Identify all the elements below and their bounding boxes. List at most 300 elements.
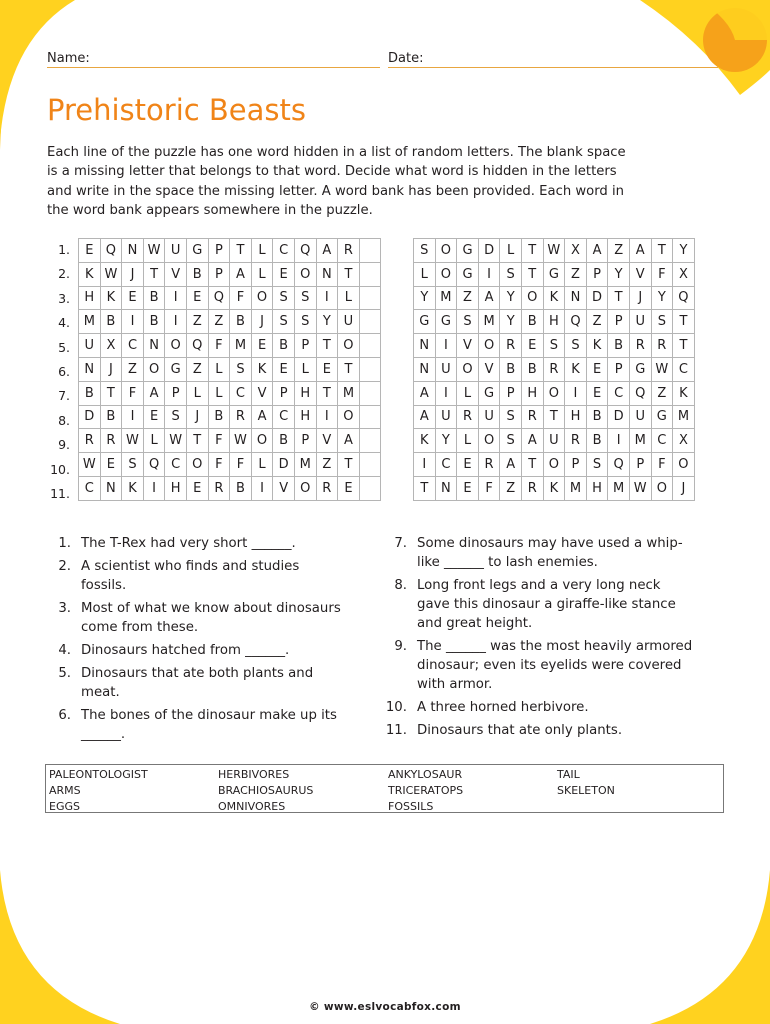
clue-number: 4. [58,643,71,658]
word-bank-word: ARMS [49,784,81,797]
letter-cell: Q [294,239,316,263]
name-line[interactable] [47,67,380,68]
footer-url: © www.eslvocabfox.com [309,1001,461,1013]
letter-cell: G [435,310,457,334]
row-number: 4. [58,315,70,331]
letter-cell: L [251,262,273,286]
date-line[interactable] [388,67,718,68]
blank-cell[interactable] [359,476,381,500]
letter-cell: D [586,286,608,310]
letter-cell: N [565,286,587,310]
letter-cell: E [122,286,144,310]
grid-row [414,334,695,358]
letter-cell: I [122,310,144,334]
letter-cell: J [100,357,122,381]
letter-cell: A [478,286,500,310]
letter-cell: A [251,405,273,429]
letter-cell: R [230,405,252,429]
letter-cell: C [608,381,630,405]
row-number: 9. [58,437,70,453]
letter-cell: C [230,381,252,405]
clue-text: Dinosaurs that ate only plants. [417,723,623,738]
letter-cell: T [100,381,122,405]
blank-cell[interactable] [359,239,381,263]
letter-cell: F [651,453,673,477]
letter-cell: V [316,429,338,453]
letter-cell: B [79,381,101,405]
clue-number: 9. [394,639,407,654]
letter-cell: P [608,310,630,334]
letter-cell: P [294,334,316,358]
letter-cell: B [608,334,630,358]
letter-cell: A [230,262,252,286]
grid-row [414,476,695,500]
letter-cell: F [230,453,252,477]
letter-cell: L [338,286,360,310]
letter-cell: U [543,429,565,453]
letter-cell: O [294,262,316,286]
letter-cell: G [629,357,651,381]
letter-cell: E [79,239,101,263]
letter-cell: C [273,239,295,263]
letter-cell: T [521,262,543,286]
word-bank-column [388,767,463,815]
letter-cell: R [208,476,230,500]
letter-cell: R [565,429,587,453]
letter-cell: Z [608,239,630,263]
clue-text: Dinosaurs that ate both plants and meat. [81,666,314,700]
letter-cell: F [651,262,673,286]
letter-cell: J [122,262,144,286]
letter-cell: A [338,429,360,453]
letter-cell: B [586,405,608,429]
clue-number: 3. [58,601,71,616]
letter-cell: B [230,476,252,500]
blank-cell[interactable] [359,262,381,286]
letter-cell: E [186,476,208,500]
letter-cell: R [500,334,522,358]
blank-cell[interactable] [359,357,381,381]
letter-cell: B [273,429,295,453]
letter-cell: I [165,310,187,334]
letter-cell: I [414,453,436,477]
letter-cell: L [500,239,522,263]
row-numbers [40,238,70,506]
letter-cell: Y [435,429,457,453]
letter-cell: B [143,310,165,334]
letter-cell: Z [457,286,479,310]
grid-row [414,357,695,381]
letter-cell: S [230,357,252,381]
blank-cell[interactable] [359,334,381,358]
letter-cell: E [316,357,338,381]
letter-cell: W [543,239,565,263]
letter-cell: T [608,286,630,310]
letter-cell: S [273,286,295,310]
letter-cell: G [478,381,500,405]
letter-cell: Q [186,334,208,358]
letter-cell: K [543,286,565,310]
letter-cell: R [338,239,360,263]
letter-cell: A [629,239,651,263]
letter-cell: X [673,262,695,286]
letter-cell: H [521,381,543,405]
grid-row [79,262,381,286]
letter-cell: D [608,405,630,429]
grid-row [414,453,695,477]
letter-cell: T [338,453,360,477]
letter-cell: T [673,310,695,334]
letter-cell: B [100,310,122,334]
letter-cell: T [673,334,695,358]
word-bank-word: PALEONTOLOGIST [49,768,148,781]
letter-cell: R [651,334,673,358]
letter-cell: N [143,334,165,358]
letter-cell: H [586,476,608,500]
grid-row [79,357,381,381]
letter-cell: E [338,476,360,500]
letter-cell: I [316,405,338,429]
instructions: Each line of the puzzle has one word hidden in a list of random letters. The blank space is a missing letter that belongs to that word. Decide what word is hidden in the letters and write in the space the missing letter. A word bank has been provided. Each word in the word bank appears somewhere in the puzzle. [47,145,626,219]
letter-cell: S [457,310,479,334]
letter-cell: M [629,429,651,453]
letter-cell: U [629,405,651,429]
grid-row [414,262,695,286]
clue-item [47,599,347,637]
letter-cell: U [435,357,457,381]
letter-cell: P [294,429,316,453]
letter-cell: E [586,381,608,405]
letter-cell: K [543,476,565,500]
clue-number: 2. [58,559,71,574]
letter-cell: Y [414,286,436,310]
letter-cell: M [565,476,587,500]
letter-cell: C [651,429,673,453]
letter-cell: M [478,310,500,334]
letter-cell: L [251,453,273,477]
letter-cell: N [435,476,457,500]
letter-cell: A [521,429,543,453]
letter-cell: T [521,453,543,477]
letter-cell: Y [500,286,522,310]
letter-cell: B [586,429,608,453]
letter-cell: L [143,429,165,453]
letter-cell: H [294,381,316,405]
letter-cell: U [79,334,101,358]
blank-cell[interactable] [359,405,381,429]
letter-cell: V [273,476,295,500]
letter-cell: O [251,286,273,310]
clue-number: 8. [394,578,407,593]
clue-text: Dinosaurs hatched from ______. [81,643,290,658]
letter-cell: Q [143,453,165,477]
letter-cell: R [521,476,543,500]
letter-cell: Q [565,310,587,334]
grid-row [414,286,695,310]
letter-cell: H [165,476,187,500]
letter-cell: K [251,357,273,381]
letter-cell: K [565,357,587,381]
letter-cell: Z [186,310,208,334]
clue-text: The bones of the dinosaur make up its ______. [81,708,337,742]
letter-cell: R [79,429,101,453]
clue-text: The T-Rex had very short ______. [81,536,296,551]
letter-cell: C [435,453,457,477]
letter-cell: D [79,405,101,429]
letter-cell: E [143,405,165,429]
letter-cell: U [165,239,187,263]
letter-cell: N [414,357,436,381]
letter-cell: A [316,239,338,263]
letter-cell: I [478,262,500,286]
letter-cell: A [414,381,436,405]
letter-cell: S [500,262,522,286]
row-number: 3. [58,290,70,306]
letter-cell: E [457,476,479,500]
letter-cell: S [294,310,316,334]
clue-text: A scientist who finds and studies fossils. [81,559,300,593]
letter-cell: Y [673,239,695,263]
letter-cell: O [294,476,316,500]
clue-item [47,534,347,553]
letter-cell: B [521,310,543,334]
letter-cell: J [673,476,695,500]
clue-number: 7. [394,536,407,551]
letter-cell: E [457,453,479,477]
clue-item [47,706,347,744]
letter-cell: R [457,405,479,429]
letter-cell: K [586,334,608,358]
letter-cell: P [565,453,587,477]
row-number: 10. [50,461,70,477]
grid-row [79,429,381,453]
letter-cell: O [543,453,565,477]
letter-cell: E [273,357,295,381]
letter-cell: T [338,262,360,286]
clue-number: 6. [58,708,71,723]
puzzle-grid-left [78,238,381,501]
letter-cell: I [608,429,630,453]
letter-cell: B [143,286,165,310]
letter-cell: A [143,381,165,405]
letter-cell: W [143,239,165,263]
letter-cell: C [122,334,144,358]
word-bank-word: HERBIVORES [218,768,290,781]
letter-cell: E [186,286,208,310]
letter-cell: H [294,405,316,429]
word-bank-column [557,767,615,799]
clue-item [383,721,693,740]
letter-cell: J [251,310,273,334]
letter-cell: T [143,262,165,286]
grid-row [414,405,695,429]
row-number: 8. [58,412,70,428]
word-bank-column [49,767,148,815]
grid-row [414,381,695,405]
letter-cell: G [186,239,208,263]
letter-cell: T [521,239,543,263]
clue-item [383,576,693,633]
blank-cell[interactable] [359,381,381,405]
letter-cell: G [414,310,436,334]
letter-cell: Y [500,310,522,334]
letter-cell: Q [673,286,695,310]
letter-cell: Z [208,310,230,334]
puzzle-grid-right [413,238,695,501]
letter-cell: G [457,262,479,286]
letter-cell: Q [629,381,651,405]
letter-cell: V [165,262,187,286]
letter-cell: X [565,239,587,263]
letter-cell: F [478,476,500,500]
letter-cell: I [316,286,338,310]
clue-number: 1. [58,536,71,551]
letter-cell: T [230,239,252,263]
letter-cell: Z [586,310,608,334]
letter-cell: O [673,453,695,477]
letter-cell: L [457,381,479,405]
letter-cell: L [208,381,230,405]
letter-cell: B [273,334,295,358]
row-number: 7. [58,388,70,404]
name-label: Name: [47,51,90,66]
letter-cell: U [435,405,457,429]
letter-cell: S [565,334,587,358]
word-bank-word: SKELETON [557,784,615,797]
letter-cell: G [651,405,673,429]
letter-cell: E [251,334,273,358]
letter-cell: W [79,453,101,477]
letter-cell: X [100,334,122,358]
clue-number: 5. [58,666,71,681]
letter-cell: Y [608,262,630,286]
clue-text: The ______ was the most heavily armored dinosaur; even its eyelids were covered with armor. [417,639,693,692]
row-number: 2. [58,266,70,282]
letter-cell: C [673,357,695,381]
letter-cell: M [230,334,252,358]
letter-cell: F [208,334,230,358]
letter-cell: N [414,334,436,358]
letter-cell: P [586,262,608,286]
letter-cell: F [122,381,144,405]
letter-cell: V [251,381,273,405]
clue-item [383,698,693,717]
letter-cell: T [414,476,436,500]
letter-cell: P [273,381,295,405]
word-bank-word: FOSSILS [388,800,434,813]
letter-cell: D [273,453,295,477]
letter-cell: R [100,429,122,453]
blank-cell[interactable] [359,453,381,477]
letter-cell: S [543,334,565,358]
letter-cell: T [316,334,338,358]
word-bank-word: TAIL [557,768,580,781]
letter-cell: F [230,286,252,310]
letter-cell: M [338,381,360,405]
letter-cell: X [673,429,695,453]
grid-row [414,239,695,263]
letter-cell: O [338,405,360,429]
letter-cell: S [273,310,295,334]
clue-item [47,664,347,702]
letter-cell: R [316,476,338,500]
letter-cell: S [651,310,673,334]
blank-cell[interactable] [359,429,381,453]
letter-cell: B [500,357,522,381]
letter-cell: N [79,357,101,381]
grid-row [79,405,381,429]
blank-cell[interactable] [359,310,381,334]
letter-cell: O [186,453,208,477]
letter-cell: T [316,381,338,405]
letter-cell: O [457,357,479,381]
letter-cell: M [608,476,630,500]
letter-cell: S [500,405,522,429]
letter-cell: R [543,357,565,381]
letter-cell: D [478,239,500,263]
letter-cell: I [251,476,273,500]
letter-cell: I [143,476,165,500]
letter-cell: L [414,262,436,286]
letter-cell: Z [565,262,587,286]
clue-item [383,637,693,694]
letter-cell: Y [651,286,673,310]
blank-cell[interactable] [359,286,381,310]
letter-cell: E [521,334,543,358]
grid-row [79,286,381,310]
letter-cell: M [79,310,101,334]
row-number: 11. [50,485,70,501]
clues-right [383,534,693,744]
letter-cell: P [208,239,230,263]
letter-cell: S [500,429,522,453]
letter-cell: P [165,381,187,405]
grid-row [414,310,695,334]
row-number: 5. [58,339,70,355]
letter-cell: M [673,405,695,429]
letter-cell: I [565,381,587,405]
clue-text: Some dinosaurs may have used a whip-like ______ to lash enemies. [417,536,683,570]
letter-cell: R [629,334,651,358]
letter-cell: O [251,429,273,453]
letter-cell: S [165,405,187,429]
word-bank [45,764,724,813]
letter-cell: Z [500,476,522,500]
letter-cell: H [79,286,101,310]
letter-cell: C [79,476,101,500]
clue-item [47,557,347,595]
clue-text: Most of what we know about dinosaurs come from these. [81,601,341,635]
word-bank-word: ANKYLOSAUR [388,768,463,781]
word-bank-word: OMNIVORES [218,800,286,813]
letter-cell: M [294,453,316,477]
letter-cell: B [186,262,208,286]
clue-number: 10. [385,700,407,715]
letter-cell: A [500,453,522,477]
letter-cell: A [414,405,436,429]
letter-cell: K [414,429,436,453]
letter-cell: I [435,334,457,358]
letter-cell: I [122,405,144,429]
letter-cell: T [651,239,673,263]
letter-cell: K [673,381,695,405]
letter-cell: M [435,286,457,310]
grid-row [79,334,381,358]
letter-cell: V [629,262,651,286]
letter-cell: O [478,429,500,453]
letter-cell: O [478,334,500,358]
letter-cell: V [478,357,500,381]
